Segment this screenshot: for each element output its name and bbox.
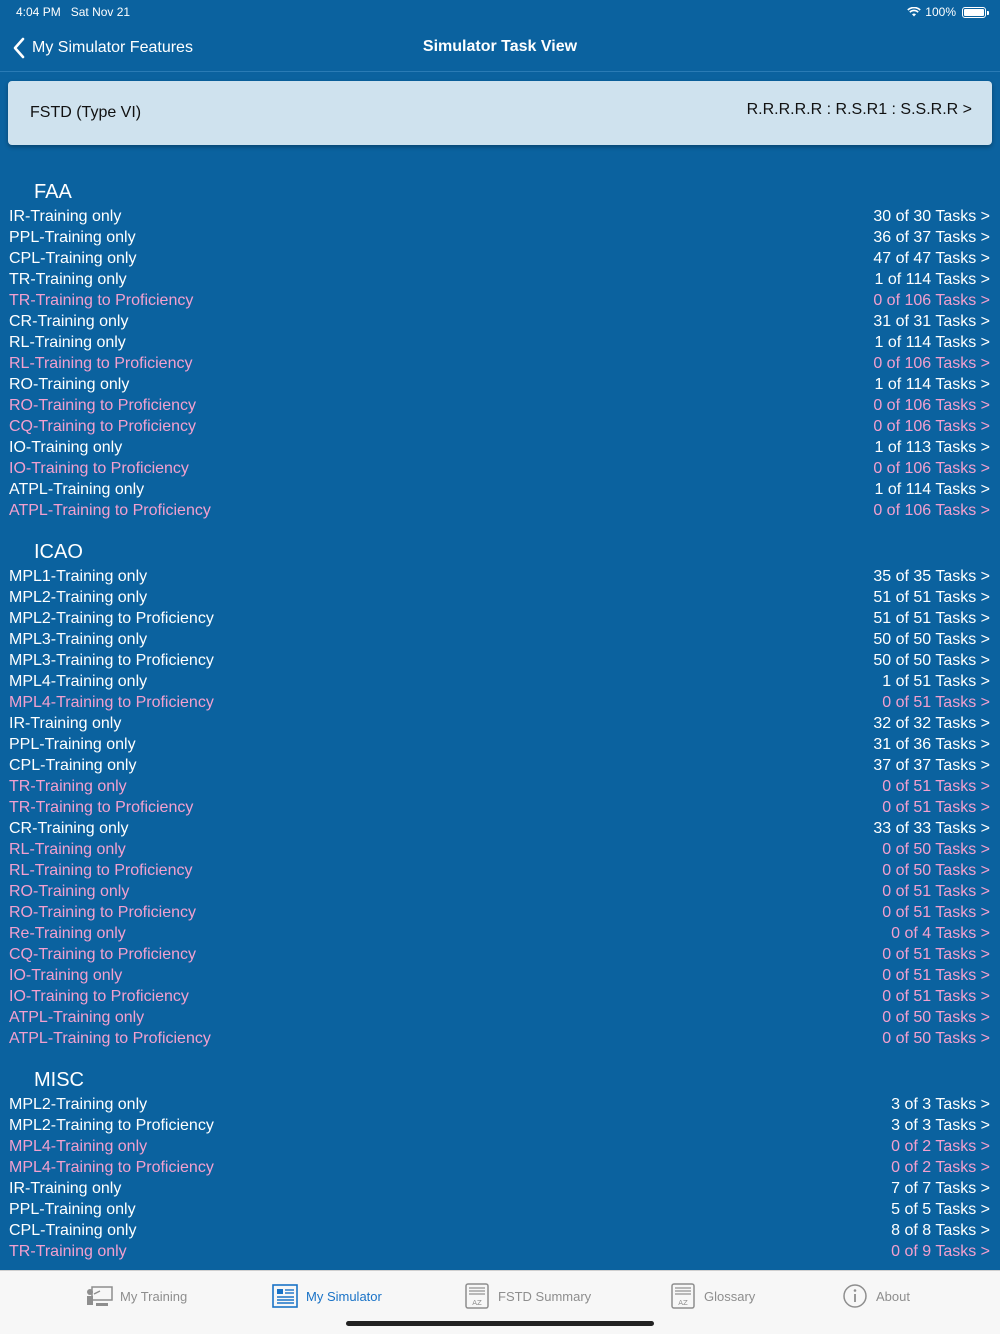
- task-label: RO-Training only: [9, 376, 130, 393]
- task-row[interactable]: [0, 797, 1000, 818]
- task-count: 0 of 51 Tasks >: [882, 946, 990, 963]
- task-count: 0 of 106 Tasks >: [873, 418, 990, 435]
- task-row[interactable]: [0, 713, 1000, 734]
- task-count: 1 of 51 Tasks >: [882, 673, 990, 690]
- task-count: 0 of 2 Tasks >: [891, 1138, 990, 1155]
- task-count: 1 of 114 Tasks >: [874, 376, 990, 393]
- task-count: 0 of 51 Tasks >: [882, 904, 990, 921]
- tab-my-training[interactable]: [84, 1281, 187, 1311]
- task-row[interactable]: [0, 1178, 1000, 1199]
- tab-my-training-label: My Training: [120, 1288, 188, 1304]
- task-row[interactable]: [0, 353, 1000, 374]
- task-row[interactable]: [0, 965, 1000, 986]
- task-count: 0 of 106 Tasks >: [873, 397, 990, 414]
- task-label: ATPL-Training to Proficiency: [9, 1030, 211, 1047]
- task-label: TR-Training only: [9, 1243, 127, 1260]
- task-row[interactable]: [0, 290, 1000, 311]
- back-button-label: My Simulator Features: [32, 39, 193, 56]
- task-count: 0 of 106 Tasks >: [873, 355, 990, 372]
- task-count: 3 of 3 Tasks >: [891, 1096, 990, 1113]
- task-label: RO-Training only: [9, 883, 130, 900]
- task-row[interactable]: [0, 1094, 1000, 1115]
- task-label: CPL-Training only: [9, 250, 137, 267]
- tab-my-simulator[interactable]: [270, 1281, 382, 1311]
- task-label: MPL2-Training only: [9, 589, 148, 606]
- task-row[interactable]: [0, 776, 1000, 797]
- task-row[interactable]: [0, 860, 1000, 881]
- task-count: 0 of 50 Tasks >: [882, 1030, 990, 1047]
- task-label: IR-Training only: [9, 1180, 122, 1197]
- task-row[interactable]: [0, 1220, 1000, 1241]
- task-label: PPL-Training only: [9, 229, 136, 246]
- task-count: 5 of 5 Tasks >: [891, 1201, 990, 1218]
- tab-glossary-label: Glossary: [704, 1288, 756, 1304]
- task-label: RO-Training to Proficiency: [9, 397, 197, 414]
- task-label: CPL-Training only: [9, 1222, 137, 1239]
- section-spacer: [0, 1049, 1000, 1066]
- task-count: 31 of 36 Tasks >: [873, 736, 990, 753]
- task-row[interactable]: [0, 332, 1000, 353]
- task-count: 0 of 50 Tasks >: [882, 1009, 990, 1026]
- task-count: 8 of 8 Tasks >: [891, 1222, 990, 1239]
- tab-fstd-summary[interactable]: [462, 1281, 591, 1311]
- task-count: 47 of 47 Tasks >: [873, 250, 990, 267]
- task-count: 1 of 114 Tasks >: [874, 481, 990, 498]
- task-label: ATPL-Training only: [9, 481, 145, 498]
- task-row[interactable]: [0, 479, 1000, 500]
- task-count: 0 of 51 Tasks >: [882, 694, 990, 711]
- task-count: 7 of 7 Tasks >: [891, 1180, 990, 1197]
- task-row[interactable]: [0, 881, 1000, 902]
- task-count: 33 of 33 Tasks >: [873, 820, 990, 837]
- task-label: ATPL-Training only: [9, 1009, 145, 1026]
- task-row[interactable]: [0, 671, 1000, 692]
- fstd-codes: R.R.R.R.R : R.S.R1 : S.S.R.R >: [746, 101, 972, 118]
- section-title: ICAO: [34, 541, 83, 563]
- task-count: 35 of 35 Tasks >: [873, 568, 990, 585]
- task-label: MPL3-Training only: [9, 631, 148, 648]
- task-count: 1 of 113 Tasks >: [874, 439, 990, 456]
- task-count: 0 of 51 Tasks >: [882, 883, 990, 900]
- task-label: CQ-Training to Proficiency: [9, 946, 197, 963]
- task-row[interactable]: [0, 650, 1000, 671]
- task-row[interactable]: [0, 227, 1000, 248]
- task-label: PPL-Training only: [9, 1201, 136, 1218]
- svg-text:AZ: AZ: [472, 1299, 482, 1307]
- task-count: 37 of 37 Tasks >: [873, 757, 990, 774]
- task-count: 0 of 51 Tasks >: [882, 967, 990, 984]
- task-row[interactable]: [0, 500, 1000, 521]
- navigation-bar: [0, 24, 1000, 72]
- task-count: 3 of 3 Tasks >: [891, 1117, 990, 1134]
- task-label: CQ-Training to Proficiency: [9, 418, 197, 435]
- task-row[interactable]: [0, 395, 1000, 416]
- section-title: FAA: [34, 181, 72, 203]
- task-row[interactable]: [0, 248, 1000, 269]
- task-row[interactable]: [0, 374, 1000, 395]
- task-row[interactable]: [0, 629, 1000, 650]
- status-bar: [0, 0, 1000, 24]
- task-count: 0 of 51 Tasks >: [882, 988, 990, 1005]
- task-list: [0, 178, 1000, 1268]
- tab-about[interactable]: [840, 1281, 910, 1311]
- task-row[interactable]: [0, 986, 1000, 1007]
- glossary-icon: [668, 1282, 698, 1310]
- task-label: IO-Training to Proficiency: [9, 988, 189, 1005]
- task-row[interactable]: [0, 608, 1000, 629]
- time-text: 4:04 PM: [16, 5, 61, 19]
- section-spacer: [0, 521, 1000, 538]
- simulator-icon: [270, 1282, 300, 1310]
- task-label: MPL2-Training to Proficiency: [9, 1117, 214, 1134]
- task-count: 51 of 51 Tasks >: [873, 610, 990, 627]
- training-icon: [84, 1282, 114, 1310]
- task-count: 0 of 2 Tasks >: [891, 1159, 990, 1176]
- tab-my-simulator-label: My Simulator: [306, 1288, 382, 1304]
- task-label: RL-Training to Proficiency: [9, 355, 193, 372]
- task-row[interactable]: [0, 437, 1000, 458]
- task-label: RO-Training to Proficiency: [9, 904, 197, 921]
- fstd-type: FSTD (Type VI): [30, 104, 142, 121]
- home-indicator: [346, 1321, 654, 1326]
- task-row[interactable]: [0, 1157, 1000, 1178]
- task-label: TR-Training only: [9, 778, 127, 795]
- task-label: MPL4-Training to Proficiency: [9, 1159, 214, 1176]
- task-label: PPL-Training only: [9, 736, 136, 753]
- summary-icon: [462, 1282, 492, 1310]
- task-count: 36 of 37 Tasks >: [873, 229, 990, 246]
- task-label: MPL4-Training to Proficiency: [9, 694, 214, 711]
- task-row[interactable]: [0, 734, 1000, 755]
- task-count: 1 of 114 Tasks >: [874, 334, 990, 351]
- task-row[interactable]: [0, 566, 1000, 587]
- task-row[interactable]: [0, 1028, 1000, 1049]
- task-count: 50 of 50 Tasks >: [873, 631, 990, 648]
- task-count: 0 of 51 Tasks >: [882, 799, 990, 816]
- task-row[interactable]: [0, 587, 1000, 608]
- task-count: 32 of 32 Tasks >: [873, 715, 990, 732]
- task-label: RL-Training only: [9, 841, 126, 858]
- task-label: RL-Training to Proficiency: [9, 862, 193, 879]
- task-count: 0 of 50 Tasks >: [882, 841, 990, 858]
- task-row[interactable]: [0, 269, 1000, 290]
- status-right: [907, 5, 986, 19]
- task-count: 0 of 51 Tasks >: [882, 778, 990, 795]
- status-time: [16, 5, 130, 19]
- task-row[interactable]: [0, 818, 1000, 839]
- task-count: 0 of 4 Tasks >: [891, 925, 990, 942]
- task-label: IR-Training only: [9, 715, 122, 732]
- task-row[interactable]: [0, 923, 1000, 944]
- task-row[interactable]: [0, 311, 1000, 332]
- task-label: TR-Training to Proficiency: [9, 292, 194, 309]
- task-row[interactable]: [0, 1136, 1000, 1157]
- task-count: 0 of 106 Tasks >: [873, 502, 990, 519]
- wifi-icon: [907, 7, 921, 17]
- tab-about-label: About: [876, 1288, 910, 1304]
- task-row[interactable]: [0, 1115, 1000, 1136]
- task-count: 0 of 9 Tasks >: [891, 1243, 990, 1260]
- battery-icon: [962, 7, 986, 18]
- task-label: CPL-Training only: [9, 757, 137, 774]
- task-count: 30 of 30 Tasks >: [873, 208, 990, 225]
- task-row[interactable]: [0, 902, 1000, 923]
- task-row[interactable]: [0, 755, 1000, 776]
- task-row[interactable]: [0, 416, 1000, 437]
- task-label: ATPL-Training to Proficiency: [9, 502, 211, 519]
- battery-percent: 100%: [925, 5, 956, 19]
- task-count: 1 of 114 Tasks >: [874, 271, 990, 288]
- task-label: MPL4-Training only: [9, 673, 148, 690]
- task-row[interactable]: [0, 944, 1000, 965]
- task-label: Re-Training only: [9, 925, 126, 942]
- task-row[interactable]: [0, 206, 1000, 227]
- task-count: 50 of 50 Tasks >: [873, 652, 990, 669]
- task-label: TR-Training to Proficiency: [9, 799, 194, 816]
- task-label: RL-Training only: [9, 334, 126, 351]
- task-row[interactable]: [0, 1241, 1000, 1262]
- svg-text:AZ: AZ: [678, 1299, 688, 1307]
- fstd-header-card[interactable]: [8, 81, 992, 145]
- task-count: 0 of 106 Tasks >: [873, 460, 990, 477]
- task-row[interactable]: [0, 1199, 1000, 1220]
- page-title: Simulator Task View: [422, 38, 578, 55]
- task-label: IO-Training only: [9, 967, 123, 984]
- task-label: MPL4-Training only: [9, 1138, 148, 1155]
- section-title: MISC: [34, 1069, 84, 1091]
- tab-glossary[interactable]: [668, 1281, 755, 1311]
- task-label: MPL3-Training to Proficiency: [9, 652, 214, 669]
- task-count: 0 of 106 Tasks >: [873, 292, 990, 309]
- info-icon: [840, 1282, 870, 1310]
- task-label: TR-Training only: [9, 271, 127, 288]
- task-label: CR-Training only: [9, 820, 129, 837]
- task-label: IO-Training only: [9, 439, 123, 456]
- task-row[interactable]: [0, 458, 1000, 479]
- task-label: MPL1-Training only: [9, 568, 148, 585]
- task-label: MPL2-Training only: [9, 1096, 148, 1113]
- date-text: Sat Nov 21: [70, 5, 131, 19]
- task-label: CR-Training only: [9, 313, 129, 330]
- task-label: MPL2-Training to Proficiency: [9, 610, 214, 627]
- task-count: 31 of 31 Tasks >: [873, 313, 990, 330]
- task-label: IR-Training only: [9, 208, 122, 225]
- task-row[interactable]: [0, 1007, 1000, 1028]
- task-count: 51 of 51 Tasks >: [873, 589, 990, 606]
- task-label: IO-Training to Proficiency: [9, 460, 189, 477]
- task-row[interactable]: [0, 692, 1000, 713]
- task-row[interactable]: [0, 839, 1000, 860]
- task-count: 0 of 50 Tasks >: [882, 862, 990, 879]
- tab-fstd-summary-label: FSTD Summary: [498, 1288, 592, 1304]
